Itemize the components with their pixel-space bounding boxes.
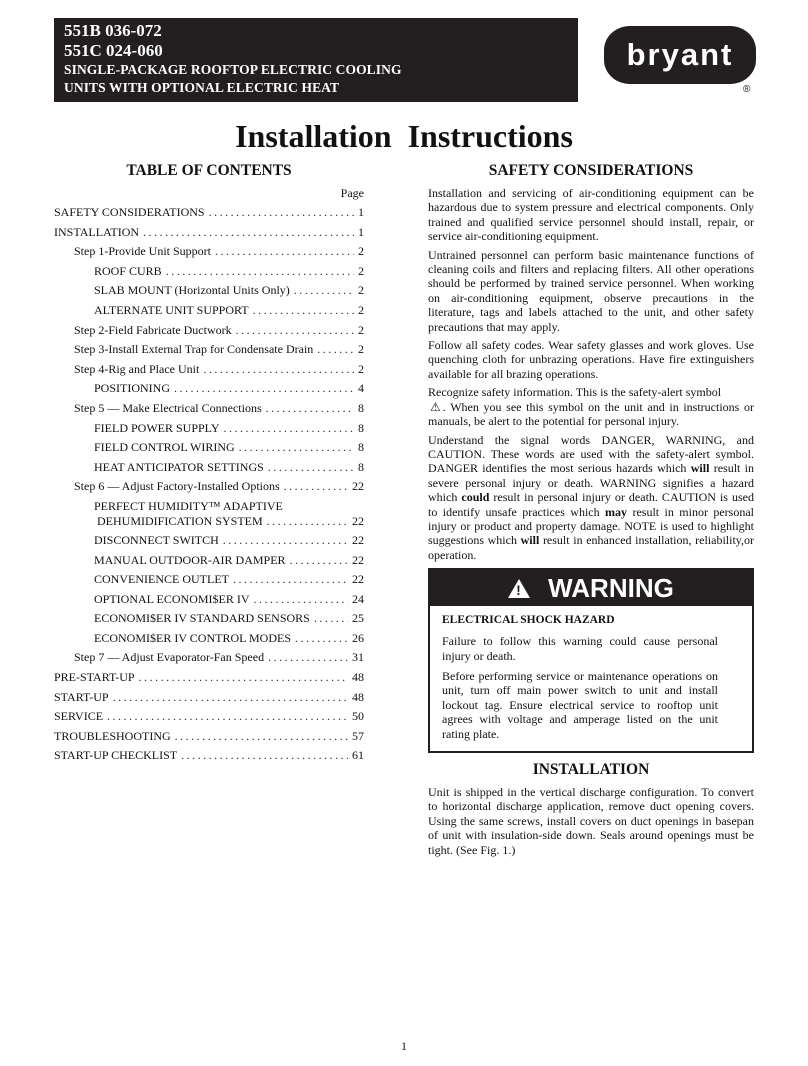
- safety-paragraph: Recognize safety information. This is the safety-alert symbol ⚠ . When you see this symbol on the unit and in instructions or manuals, be alert to the potential for personal injury.: [428, 385, 754, 429]
- table-of-contents: [54, 162, 364, 768]
- model-number-1: 551B 036-072: [64, 21, 162, 40]
- toc-item[interactable]: START-UP ..... 48: [54, 690, 364, 710]
- toc-item[interactable]: SLAB MOUNT (Horizontal Units Only) ..... 2: [54, 283, 364, 303]
- toc-page-header: Page: [340, 186, 364, 200]
- toc-item[interactable]: Step 3-Install External Trap for Condensate Drain ..... 2: [54, 342, 364, 362]
- safety-paragraph: Installation and servicing of air-conditioning equipment can be hazardous due to system pressure and electrical components. Only trained and qualified service personnel should install, repair, or service air-conditioning equipment.: [428, 186, 754, 244]
- right-column: [428, 162, 754, 861]
- toc-item[interactable]: Step 2-Field Fabricate Ductwork ..... 2: [54, 323, 364, 343]
- toc-item[interactable]: TROUBLESHOOTING ..... 57: [54, 729, 364, 749]
- registered-mark: ®: [743, 84, 751, 95]
- warning-paragraph: Before performing service or maintenance operations on unit, turn off main power switch to unit and install lockout tag. Ensure electrical service to rooftop unit agrees with voltage and amperage listed on the unit rating plate.: [442, 668, 718, 741]
- safety-paragraph: Untrained personnel can perform basic maintenance functions of cleaning coils and filters and replacing filters. All other operations should be performed by trained service personnel. When working on air-conditioning equipment, observe precautions in the literature, tags and labels attached to the unit, and other safety precautions that may apply.: [428, 247, 754, 334]
- toc-item[interactable]: PRE-START-UP ..... 48: [54, 670, 364, 690]
- toc-item[interactable]: ALTERNATE UNIT SUPPORT ..... 2: [54, 303, 364, 323]
- safety-paragraph: Understand the signal words DANGER, WARNING, and CAUTION. These words are used with the safety-alert symbol. DANGER identifies the most serious hazards which will result in severe personal injury or death. WARNING signifies a hazard which could result in personal injury or death. CAUTION is used to identify unsafe practices which may result in minor personal injury or product and property damage. NOTE is used to highlight suggestions which will result in enhanced installation, reliability,or operation.: [428, 432, 755, 562]
- document-title: Installation Instructions: [235, 118, 573, 154]
- header-bar: [54, 18, 578, 102]
- toc-item[interactable]: POSITIONING ..... 4: [54, 381, 364, 401]
- warning-header: [430, 570, 752, 606]
- page-number: 1: [401, 1039, 407, 1053]
- toc-item[interactable]: ECONOMI$ER IV STANDARD SENSORS ..... 25: [54, 611, 364, 631]
- toc-item[interactable]: Step 4-Rig and Place Unit ..... 2: [54, 362, 364, 382]
- toc-item[interactable]: DISCONNECT SWITCH ..... 22: [54, 533, 364, 553]
- warning-subheading: ELECTRICAL SHOCK HAZARD: [442, 614, 615, 627]
- toc-item[interactable]: INSTALLATION ..... 1: [54, 225, 364, 245]
- toc-item[interactable]: CONVENIENCE OUTLET ..... 22: [54, 572, 364, 592]
- bryant-logo: bryant: [604, 26, 756, 84]
- installation-paragraph: Unit is shipped in the vertical discharge configuration. To convert to horizontal discharge application, remove duct opening covers. Using the same screws, install covers on duct openings in basepan of unit with insulation-side down. Seals around openings must be tight. (See Fig. 1.): [428, 785, 754, 857]
- toc-item[interactable]: SAFETY CONSIDERATIONS ..... 1: [54, 205, 364, 225]
- toc-item[interactable]: OPTIONAL ECONOMI$ER IV ..... 24: [54, 592, 364, 612]
- warning-title: WARNING: [548, 572, 674, 603]
- toc-item[interactable]: Step 1-Provide Unit Support ..... 2: [54, 244, 364, 264]
- product-subtitle-2: UNITS WITH OPTIONAL ELECTRIC HEAT: [64, 80, 340, 95]
- warning-box: [428, 568, 754, 753]
- product-subtitle-1: SINGLE-PACKAGE ROOFTOP ELECTRIC COOLING: [64, 62, 402, 77]
- installation-heading: INSTALLATION: [532, 761, 650, 778]
- safety-alert-icon: ⚠: [430, 399, 441, 414]
- toc-item[interactable]: Step 6 — Adjust Factory-Installed Options ..... 22: [54, 479, 364, 499]
- toc-item[interactable]: SERVICE ..... 50: [54, 709, 364, 729]
- model-number-2: 551C 024-060: [64, 41, 163, 60]
- toc-item[interactable]: HEAT ANTICIPATOR SETTINGS ..... 8: [54, 460, 364, 480]
- toc-item[interactable]: MANUAL OUTDOOR-AIR DAMPER ..... 22: [54, 553, 364, 573]
- toc-item[interactable]: ECONOMI$ER IV CONTROL MODES ..... 26: [54, 631, 364, 651]
- safety-paragraph: Follow all safety codes. Wear safety glasses and work gloves. Use quenching cloth for unbrazing operations. Have fire extinguishers available for all brazing operations.: [428, 338, 754, 381]
- warning-triangle-icon: !: [508, 579, 530, 598]
- toc-item[interactable]: FIELD POWER SUPPLY ..... 8: [54, 421, 364, 441]
- warning-paragraph: Failure to follow this warning could cause personal injury or death.: [442, 634, 718, 663]
- toc-item[interactable]: ROOF CURB ..... 2: [54, 264, 364, 284]
- safety-heading: SAFETY CONSIDERATIONS: [488, 162, 694, 179]
- toc-item[interactable]: Step 5 — Make Electrical Connections ..... 8: [54, 401, 364, 421]
- toc-item[interactable]: START-UP CHECKLIST ..... 61: [54, 748, 364, 768]
- toc-item[interactable]: PERFECT HUMIDITY™ ADAPTIVE DEHUMIDIFICATION SYSTEM ..... 22: [54, 499, 364, 530]
- toc-item[interactable]: Step 7 — Adjust Evaporator-Fan Speed ..... 31: [54, 650, 364, 670]
- toc-heading: TABLE OF CONTENTS: [126, 162, 292, 179]
- toc-item[interactable]: FIELD CONTROL WIRING ..... 8: [54, 440, 364, 460]
